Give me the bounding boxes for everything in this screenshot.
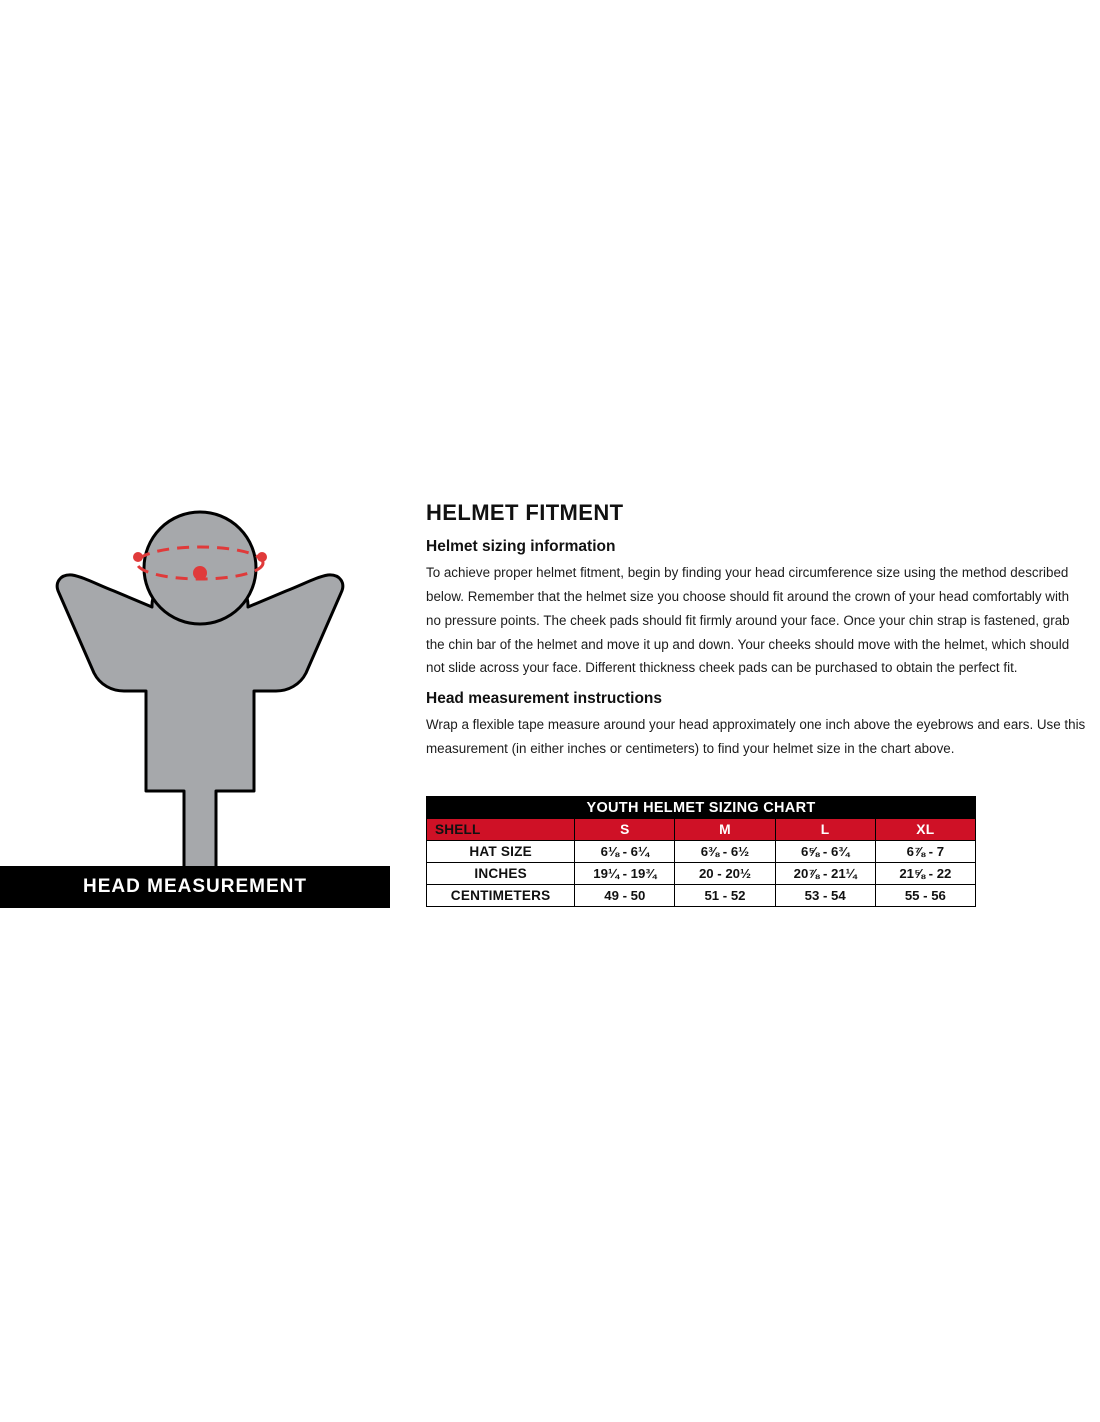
cell-inches-l: 20⅞ - 21¼ [775,863,875,885]
table-header-m: M [675,819,775,841]
row-label-hat-size: HAT SIZE [427,841,575,863]
cell-hat-size-s: 6⅛ - 6¼ [575,841,675,863]
cell-centimeters-m: 51 - 52 [675,885,775,907]
table-row [427,841,976,863]
cell-inches-m: 20 - 20½ [675,863,775,885]
helmet-fitment-content [426,500,1086,771]
youth-helmet-sizing-chart [426,796,976,907]
cell-hat-size-m: 6⅜ - 6½ [675,841,775,863]
head-measurement-figure [0,495,400,915]
person-figure-icon [40,495,360,895]
table-header-shell: SHELL [427,819,575,841]
table-title: YOUTH HELMET SIZING CHART [427,797,976,819]
head-measurement-caption-bar [0,866,390,908]
cell-centimeters-s: 49 - 50 [575,885,675,907]
cell-inches-s: 19¼ - 19¾ [575,863,675,885]
table-row [427,885,976,907]
row-label-inches: INCHES [427,863,575,885]
measurement-instructions-text: Wrap a flexible tape measure around your head approximately one inch above the eyebrows and ears. Use this measurement (in either inches or centimeters) to find your helmet size in the chart above. [426,717,1086,757]
table-header-l: L [775,819,875,841]
tape-right-dot-icon [257,552,267,562]
cell-centimeters-l: 53 - 54 [775,885,875,907]
page-title: HELMET FITMENT [426,500,624,525]
cell-inches-xl: 21⅝ - 22 [875,863,975,885]
sizing-information-text: To achieve proper helmet fitment, begin by finding your head circumference size using the method described below. Remember that the helmet size you choose should fit around the crown of your head comfortably with no pressure points. The cheek pads should fit firmly around your face. Once your chin strap is fastened, grab the chin bar of the helmet and move it up and down. Your cheeks should move with the helmet, which should not slide across your face. Different thickness cheek pads can be purchased to obtain the perfect fit. [426,565,1070,676]
tape-center-dot-icon [193,566,207,580]
sizing-table [426,796,976,907]
cell-hat-size-xl: 6⅞ - 7 [875,841,975,863]
table-header-s: S [575,819,675,841]
table-header-xl: XL [875,819,975,841]
cell-centimeters-xl: 55 - 56 [875,885,975,907]
head-measurement-caption-label: HEAD MEASUREMENT [83,876,307,897]
table-row [427,863,976,885]
sizing-information-heading: Helmet sizing information [426,538,616,555]
row-label-centimeters: CENTIMETERS [427,885,575,907]
tape-left-dot-icon [133,552,143,562]
measurement-instructions-heading: Head measurement instructions [426,690,663,708]
table-header-row [427,819,976,841]
cell-hat-size-l: 6⅝ - 6¾ [775,841,875,863]
table-title-row [427,797,976,819]
